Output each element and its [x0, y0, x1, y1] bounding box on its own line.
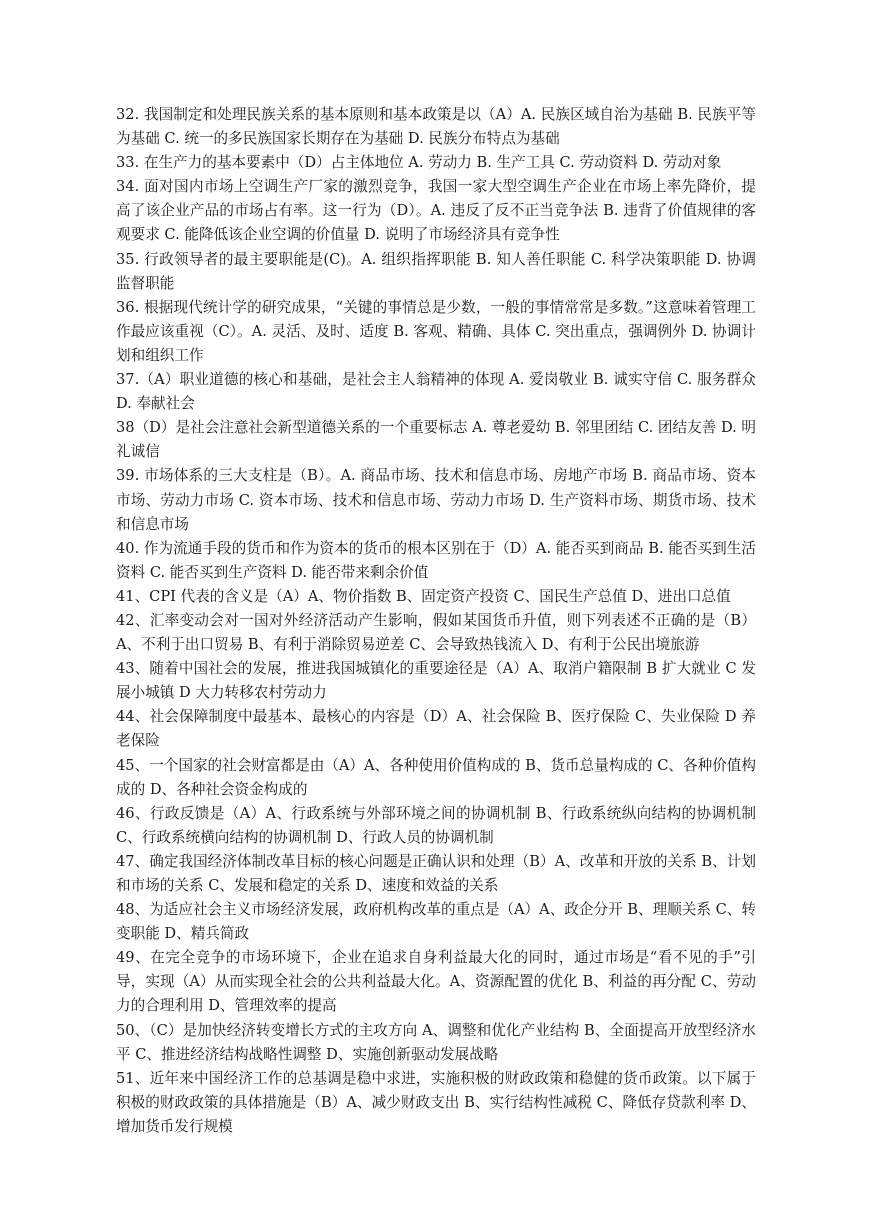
- question-43: 43、随着中国社会的发展，推进我国城镇化的重要途径是（A）A、取消户籍限制 B 扩大就业 C 发展小城镇 D 大力转移农村劳动力: [116, 660, 756, 702]
- question-45: 45、一个国家的社会财富都是由（A）A、各种使用价值构成的 B、货币总量构成的 C、各种价值构成的 D、各种社会资金构成的: [116, 756, 756, 798]
- question-50: 50、（C）是加快经济转变增长方式的主攻方向 A、调整和优化产业结构 B、全面提高开放型经济水平 C、推进经济结构战略性调整 D、实施创新驱动发展战略: [116, 1021, 756, 1063]
- question-32: 32. 我国制定和处理民族关系的基本原则和基本政策是以（A）A. 民族区域自治为基础 B. 民族平等为基础 C. 统一的多民族国家长期存在为基础 D. 民族分布特点为基础: [116, 106, 756, 148]
- question-36: 36. 根据现代统计学的研究成果，“关键的事情总是少数，一般的事情常常是多数。”这意味着管理工作最应该重视（C）。A. 灵活、及时、适度 B. 客观、精确、具体 C. 突出重点，强调例外 D. 协调计划和组织工作: [116, 298, 756, 364]
- question-34: 34. 面对国内市场上空调生产厂家的激烈竞争，我国一家大型空调生产企业在市场上率先降价，提高了该企业产品的市场占有率。这一行为（D）。A. 违反了反不正当竞争法 B. 违背了价值规律的客观要求 C. 能降低该企业空调的价值量 D. 说明了市场经济具有竞争性: [116, 178, 756, 244]
- question-46: 46、行政反馈是（A）A、行政系统与外部环境之间的协调机制 B、行政系统纵向结构的协调机制 C、行政系统横向结构的协调机制 D、行政人员的协调机制: [116, 804, 756, 846]
- question-48: 48、为适应社会主义市场经济发展，政府机构改革的重点是（A）A、政企分开 B、理顺关系 C、转变职能 D、精兵简政: [116, 901, 756, 943]
- question-38: 38（D）是社会注意社会新型道德关系的一个重要标志 A. 尊老爱幼 B. 邻里团结 C. 团结友善 D. 明礼诚信: [116, 419, 756, 461]
- question-51: 51、近年来中国经济工作的总基调是稳中求进，实施积极的财政政策和稳健的货币政策。以下属于积极的财政政策的具体措施是（B）A、减少财政支出 B、实行结构性减税 C、降低存贷款利率 D、增加货币发行规模: [116, 1069, 756, 1135]
- question-47: 47、确定我国经济体制改革目标的核心问题是正确认识和处理（B）A、改革和开放的关系 B、计划和市场的关系 C、发展和稳定的关系 D、速度和效益的关系: [116, 852, 756, 894]
- question-42: 42、汇率变动会对一国对外经济活动产生影响，假如某国货币升值，则下列表述不正确的是（B）A、不利于出口贸易 B、有利于消除贸易逆差 C、会导致热钱流入 D、有利于公民出境旅游: [116, 611, 756, 654]
- question-41: 41、CPI 代表的含义是（A）A、物价指数 B、固定资产投资 C、国民生产总值 D、进出口总值: [116, 587, 731, 605]
- document-body: [116, 103, 756, 1139]
- question-49: 49、在完全竞争的市场环境下，企业在追求自身利益最大化的同时，通过市场是“看不见的手”引导，实现（A）从而实现全社会的公共利益最大化。A、资源配置的优化 B、利益的再分配 C、劳动力的合理利用 D、管理效率的提高: [116, 949, 756, 1015]
- question-37: 37.（A）职业道德的核心和基础，是社会主人翁精神的体现 A. 爱岗敬业 B. 诚实守信 C. 服务群众 D. 奉献社会: [116, 371, 756, 413]
- question-33: 33. 在生产力的基本要素中（D）占主体地位 A. 劳动力 B. 生产工具 C. 劳动资料 D. 劳动对象: [116, 154, 722, 172]
- question-44: 44、社会保障制度中最基本、最核心的内容是（D）A、社会保险 B、医疗保险 C、失业保险 D 养老保险: [116, 708, 756, 750]
- question-39: 39. 市场体系的三大支柱是（B）。A. 商品市场、技术和信息市场、房地产市场 B. 商品市场、资本市场、劳动力市场 C. 资本市场、技术和信息市场、劳动力市场 D. 生产资料市场、期货市场、技术和信息市场: [116, 467, 756, 533]
- question-35: 35. 行政领导者的最主要职能是(C)。A. 组织指挥职能 B. 知人善任职能 C. 科学决策职能 D. 协调监督职能: [116, 250, 756, 292]
- question-40: 40. 作为流通手段的货币和作为资本的货币的根本区别在于（D）A. 能否买到商品 B. 能否买到生活资料 C. 能否买到生产资料 D. 能否带来剩余价值: [116, 539, 756, 581]
